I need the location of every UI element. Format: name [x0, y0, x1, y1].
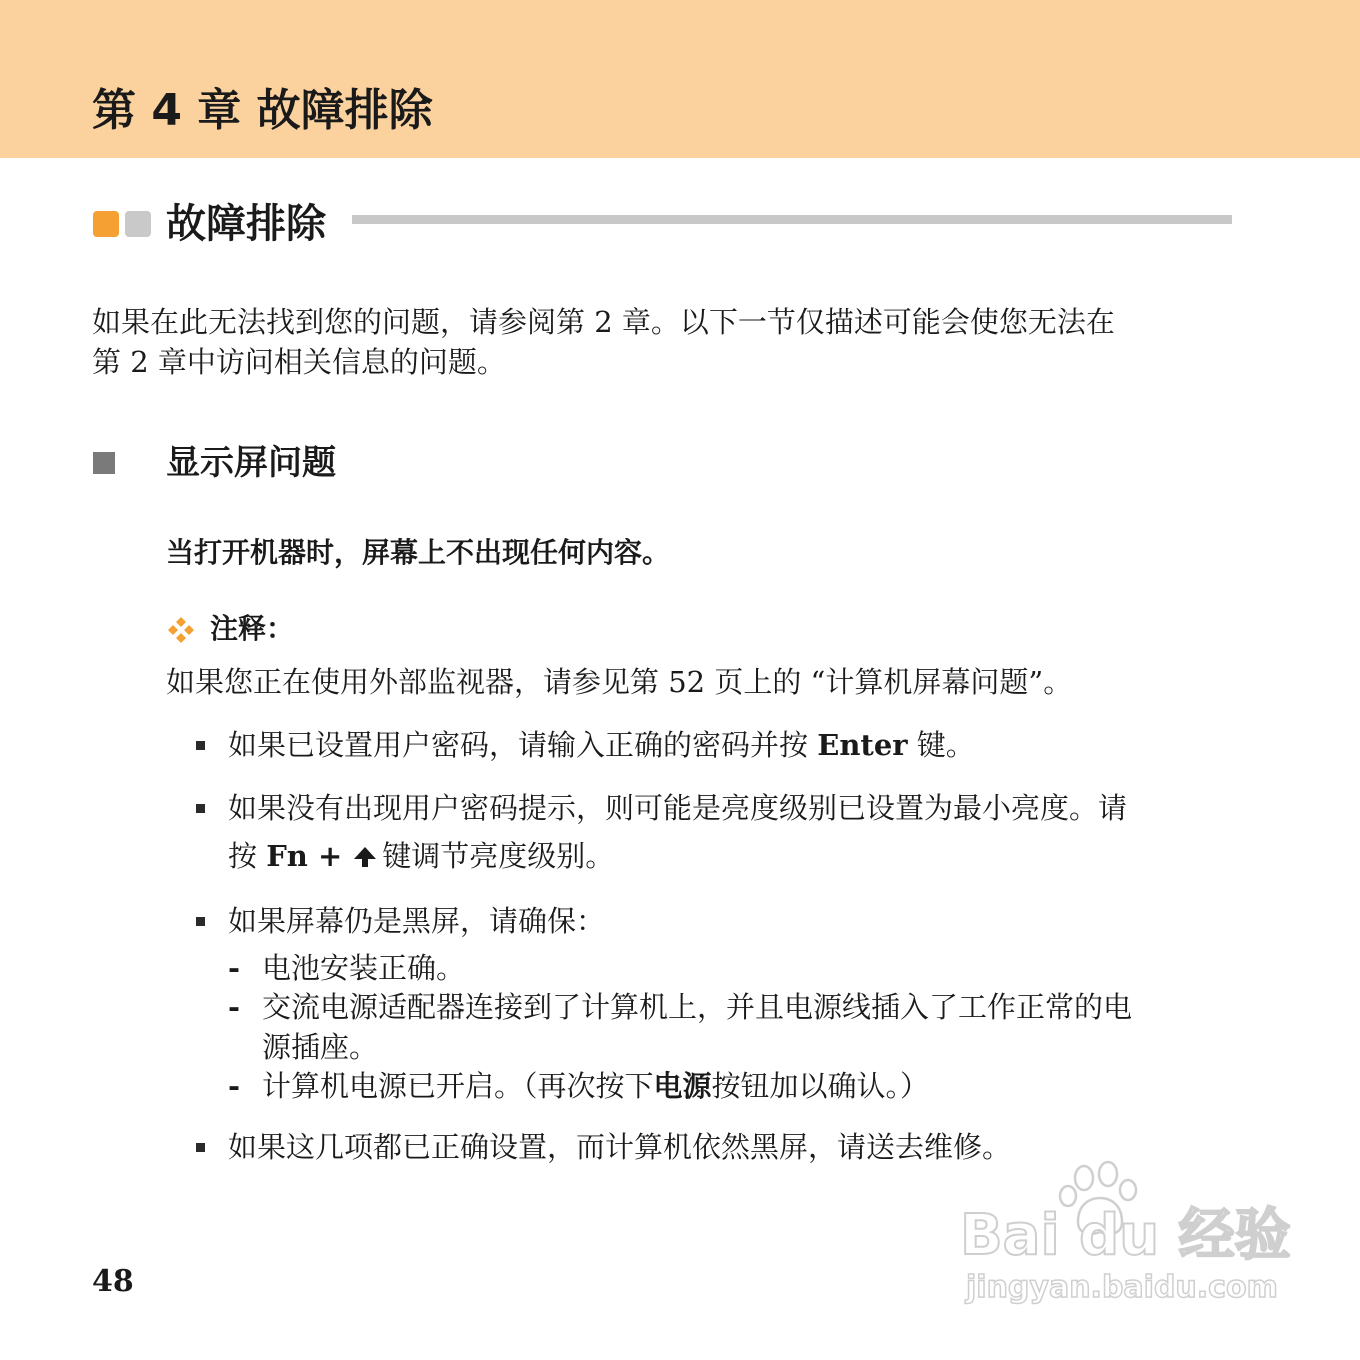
intro-line-2: 第 2 章中访问相关信息的问题。: [92, 345, 506, 379]
watermark-url: jingyan.baidu.com: [966, 1270, 1278, 1305]
section-marker-gray: [125, 211, 151, 237]
bullet-item-brightness-line-1: 如果没有出现用户密码提示，则可能是亮度级别已设置为最小亮度。请: [228, 791, 1128, 825]
page-number: 48: [92, 1264, 134, 1299]
bullet-marker: [196, 1143, 205, 1152]
note-text: 如果您正在使用外部监视器，请参见第 52 页上的 “计算机屏幕问题”。: [166, 665, 1073, 699]
subsection-title: 显示屏问题: [166, 443, 336, 483]
fn-key-label: Fn +: [266, 839, 343, 873]
subitem-adapter-line-1: 交流电源适配器连接到了计算机上，并且电源线插入了工作正常的电: [262, 990, 1133, 1024]
bullet-marker: [196, 917, 205, 926]
chapter-title: 第 4 章 故障排除: [92, 85, 433, 136]
diamond-cluster-icon: [167, 616, 195, 644]
dash-marker: -: [228, 1069, 241, 1103]
bullet-marker: [196, 804, 205, 813]
subitem-text: 计算机电源已开启。（再次按下: [262, 1069, 654, 1103]
problem-statement: 当打开机器时，屏幕上不出现任何内容。: [166, 536, 671, 569]
section-marker-orange: [93, 211, 119, 237]
intro-line-1: 如果在此无法找到您的问题，请参阅第 2 章。以下一节仅描述可能会使您无法在: [92, 305, 1115, 339]
bullet-item-black-screen: 如果屏幕仍是黑屏，请确保：: [228, 904, 606, 938]
subitem-adapter-line-2: 源插座。: [262, 1030, 379, 1064]
dash-marker: -: [228, 951, 241, 985]
bullet-text: 键调节亮度级别。: [382, 839, 615, 873]
bullet-text: 键。: [907, 728, 975, 762]
section-title: 故障排除: [166, 201, 326, 247]
bullet-text: 如果已设置用户密码，请输入正确的密码并按: [228, 728, 818, 762]
watermark-brand: Bai du 经验: [960, 1203, 1291, 1268]
note-label: 注释：: [210, 612, 295, 645]
bullet-text: 按: [228, 839, 267, 873]
enter-key-label: Enter: [817, 728, 908, 762]
bullet-item-service: 如果这几项都已正确设置，而计算机依然黑屏，请送去维修。: [228, 1130, 1012, 1164]
power-button-label: 电源: [653, 1069, 712, 1103]
bullet-marker: [196, 741, 205, 750]
bullet-item-brightness-line-2: [228, 836, 614, 876]
bullet-item-password: [228, 725, 975, 765]
subitem-text: 按钮加以确认。）: [711, 1069, 930, 1103]
section-divider: [352, 215, 1232, 224]
baidu-watermark: [960, 1160, 1291, 1310]
up-arrow-icon: [350, 845, 380, 869]
dash-marker: -: [228, 990, 241, 1024]
subitem-battery: 电池安装正确。: [262, 951, 466, 985]
subitem-power: [262, 1066, 929, 1106]
subsection-marker: [93, 452, 115, 474]
